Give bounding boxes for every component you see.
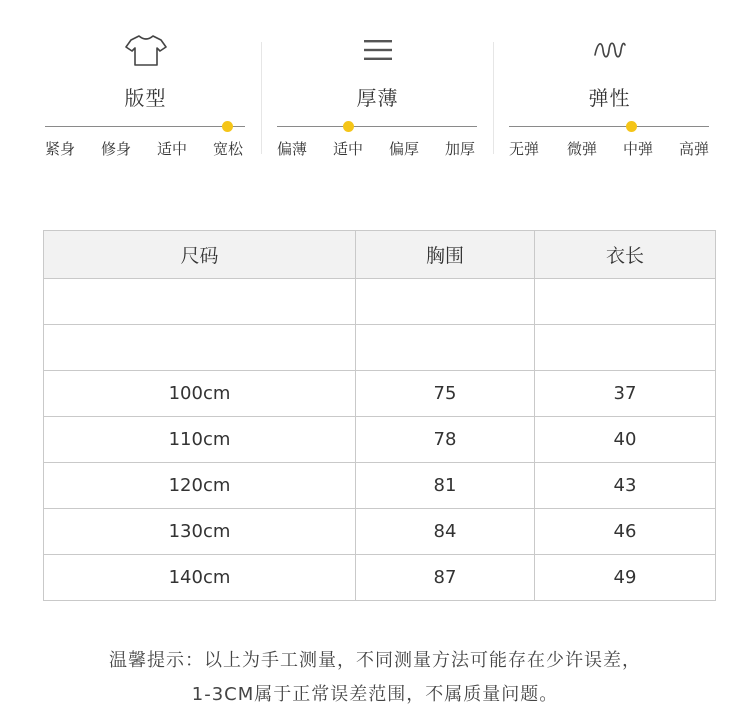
elasticity-option-slight: 微弹 (566, 140, 598, 158)
spring-icon (502, 30, 717, 70)
fit-attribute (38, 0, 253, 170)
thickness-option-medium: 适中 (332, 140, 364, 158)
cell-chest: 84 (356, 509, 535, 555)
thickness-scale-line (277, 126, 477, 127)
fit-option-regular: 适中 (156, 140, 188, 158)
cell-size: 100cm (44, 371, 356, 417)
elasticity-option-medium: 中弹 (622, 140, 654, 158)
elasticity-options (502, 138, 717, 160)
table-header-row (44, 231, 716, 279)
cell-length: 46 (535, 509, 716, 555)
table-row (44, 279, 716, 325)
cell-size: 120cm (44, 463, 356, 509)
fit-option-slim: 修身 (100, 140, 132, 158)
measurement-note-line-1: 温馨提示：以上为手工测量，不同测量方法可能存在少许误差， (109, 650, 641, 671)
measurement-note-line-2: 1-3CM属于正常误差范围，不属质量问题。 (191, 684, 559, 705)
cell-size (44, 325, 356, 371)
table-row (44, 509, 716, 555)
cell-length (535, 325, 716, 371)
elasticity-option-none: 无弹 (508, 140, 540, 158)
thickness-option-thin: 偏薄 (276, 140, 308, 158)
thickness-option-extra-thick: 加厚 (444, 140, 476, 158)
cell-chest: 87 (356, 555, 535, 601)
cell-chest: 78 (356, 417, 535, 463)
fit-selected-dot (222, 121, 233, 132)
table-row (44, 371, 716, 417)
table-row (44, 555, 716, 601)
cell-length: 49 (535, 555, 716, 601)
cell-size: 110cm (44, 417, 356, 463)
table-row (44, 325, 716, 371)
table-row (44, 463, 716, 509)
fit-scale-line (45, 126, 245, 127)
cell-size (44, 279, 356, 325)
cell-size: 130cm (44, 509, 356, 555)
cell-chest: 81 (356, 463, 535, 509)
elasticity-title: 弹性 (588, 86, 631, 110)
divider (261, 42, 262, 154)
cell-size: 140cm (44, 555, 356, 601)
tshirt-icon (38, 30, 253, 70)
size-chart-table (43, 230, 716, 601)
layers-icon (270, 30, 485, 70)
elasticity-scale-line (509, 126, 709, 127)
cell-length: 43 (535, 463, 716, 509)
elasticity-selected-dot (626, 121, 637, 132)
thickness-selected-dot (343, 121, 354, 132)
column-header-size: 尺码 (44, 231, 356, 279)
thickness-title: 厚薄 (356, 86, 399, 110)
thickness-options (270, 138, 485, 160)
cell-length: 37 (535, 371, 716, 417)
thickness-attribute (270, 0, 485, 170)
cell-chest (356, 279, 535, 325)
column-header-length: 衣长 (535, 231, 716, 279)
cell-chest (356, 325, 535, 371)
elasticity-attribute (502, 0, 717, 170)
elasticity-option-high: 高弹 (678, 140, 710, 158)
fit-title: 版型 (124, 86, 167, 110)
divider (493, 42, 494, 154)
thickness-option-thick: 偏厚 (388, 140, 420, 158)
fit-options (38, 138, 253, 160)
fit-option-tight: 紧身 (44, 140, 76, 158)
fit-option-loose: 宽松 (212, 140, 244, 158)
cell-length (535, 279, 716, 325)
cell-chest: 75 (356, 371, 535, 417)
table-row (44, 417, 716, 463)
cell-length: 40 (535, 417, 716, 463)
column-header-chest: 胸围 (356, 231, 535, 279)
